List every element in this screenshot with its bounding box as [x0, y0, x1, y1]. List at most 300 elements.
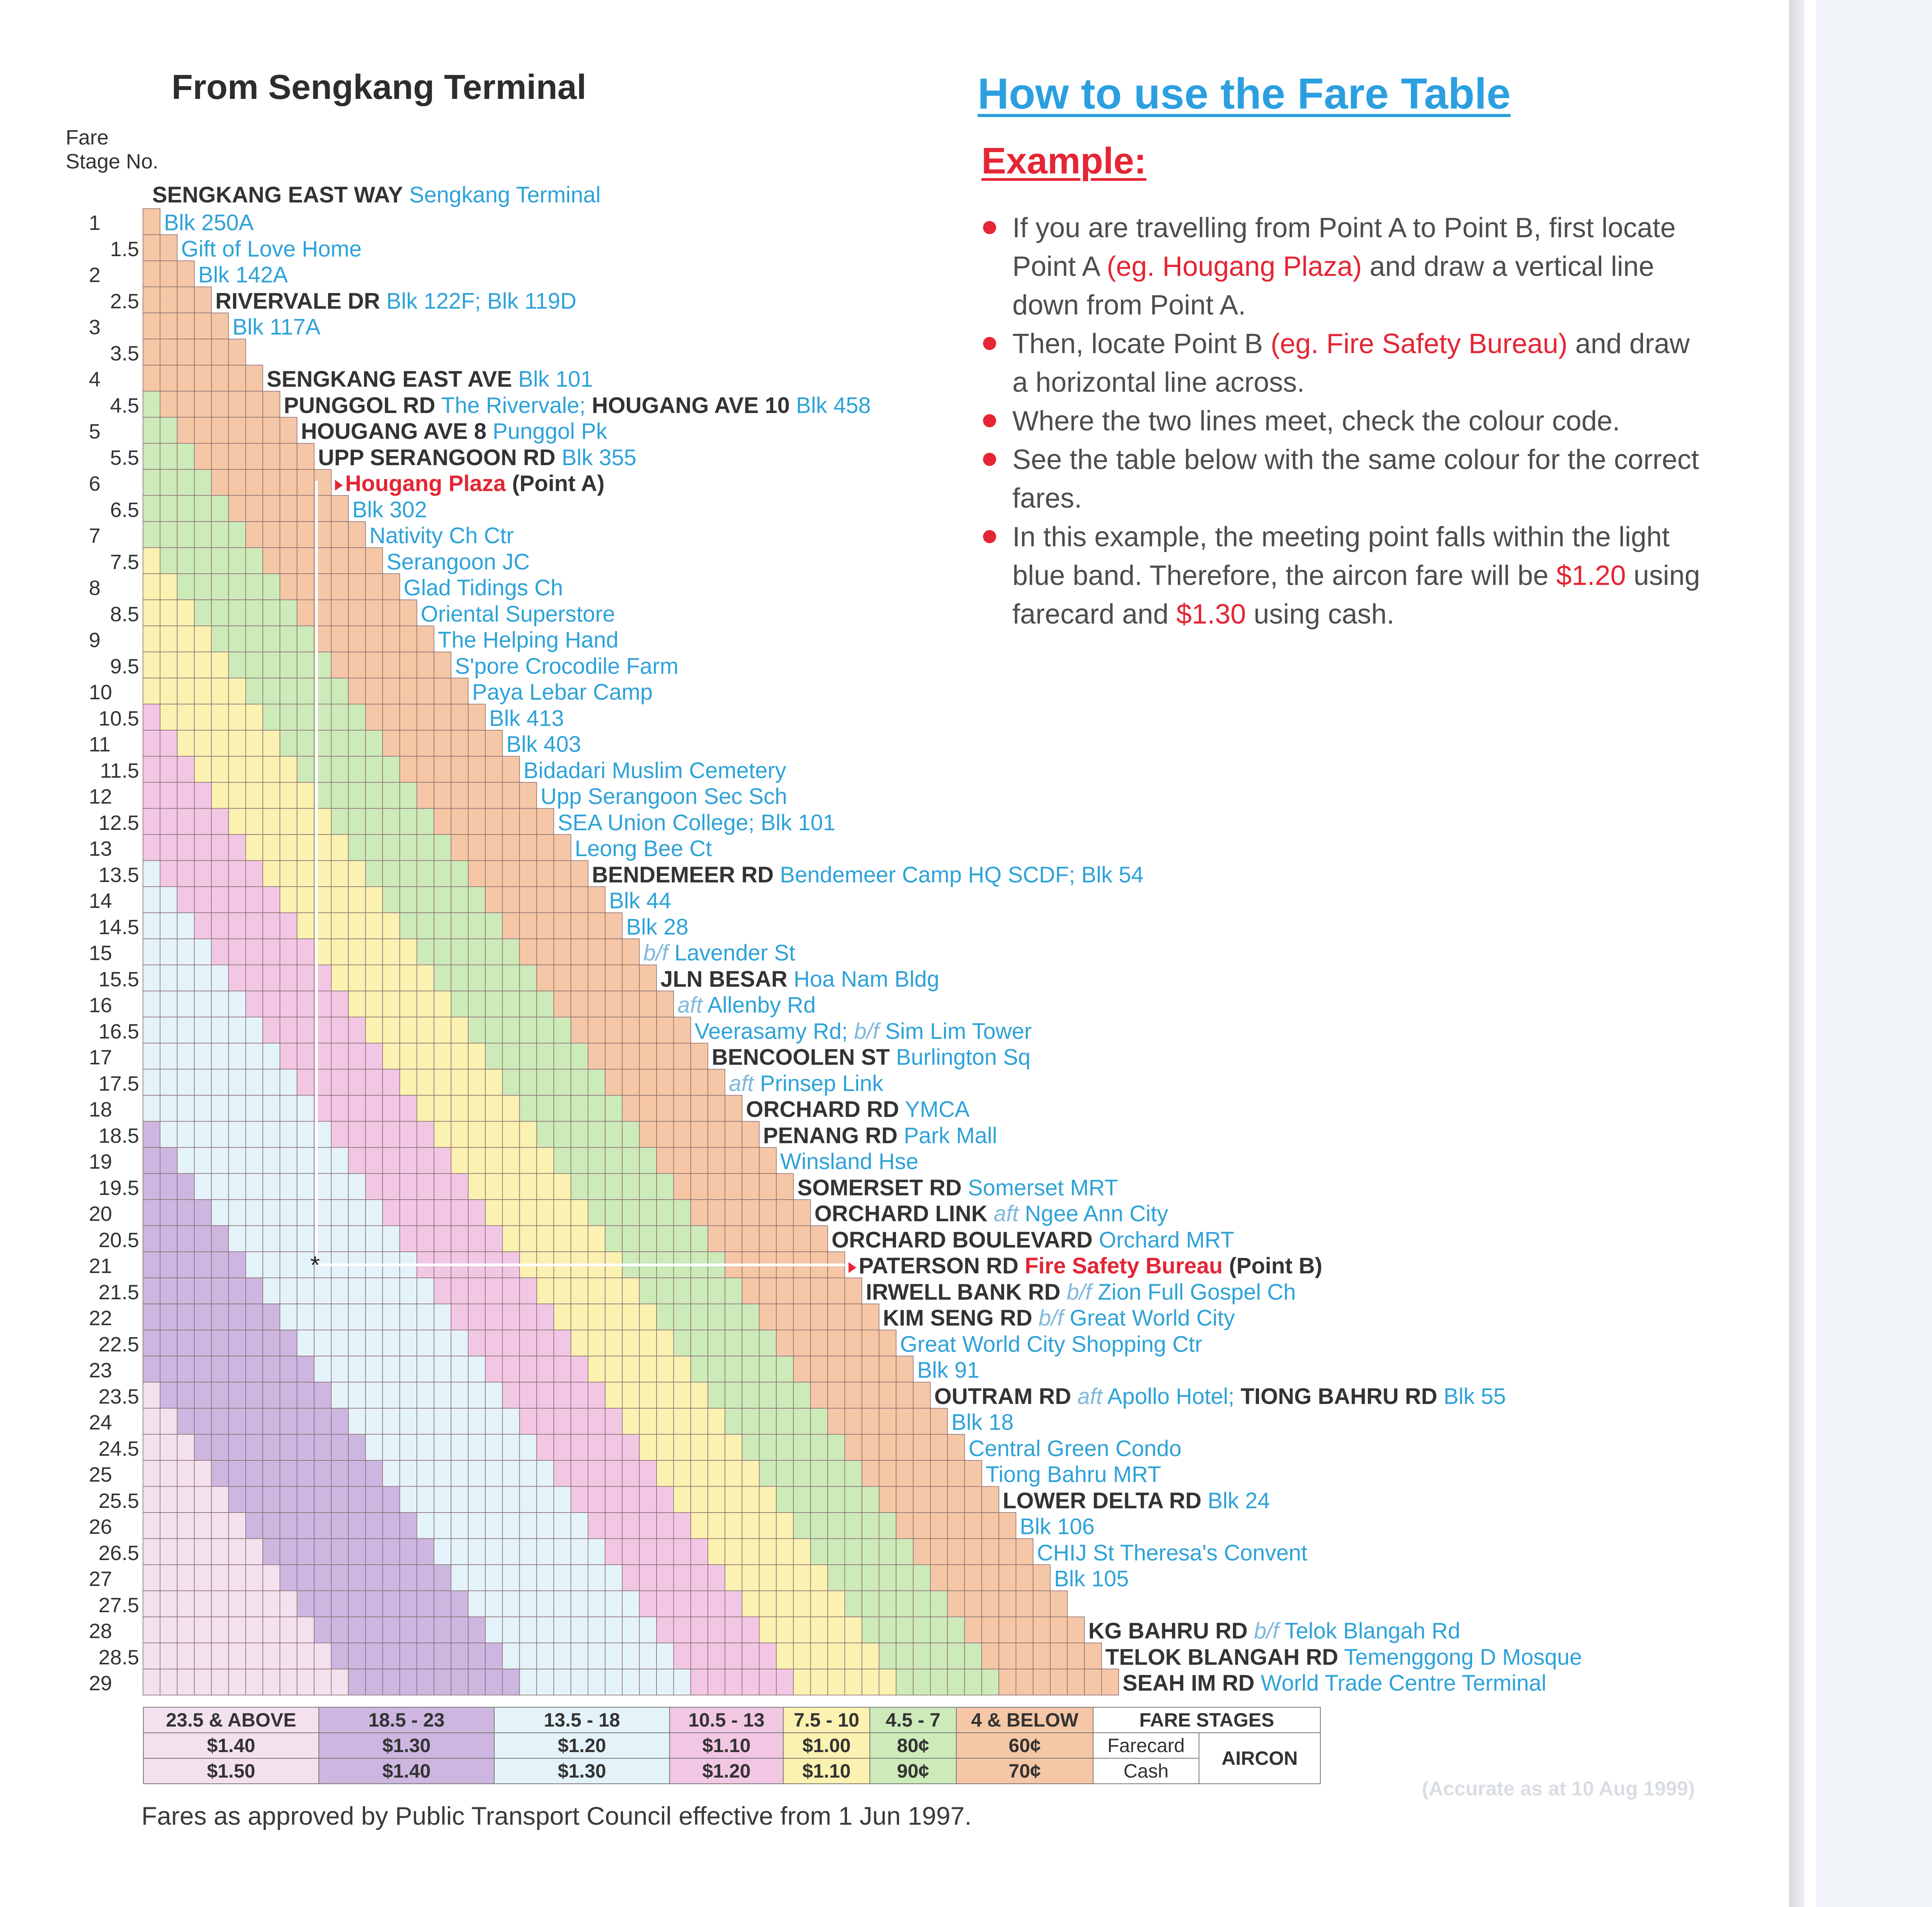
stop-name: Punggol Pk	[492, 419, 607, 444]
stop-road: PATERSON RD	[859, 1253, 1019, 1278]
stop-row	[541, 785, 787, 808]
fare-stage-number: 18.5	[98, 1124, 139, 1147]
stop-name: Tiong Bahru MRT	[985, 1462, 1162, 1487]
route-road-name	[1812, 373, 1932, 394]
fare-stage-number: 4.5	[110, 394, 139, 417]
fare-stage-number: 25	[89, 1463, 112, 1486]
route-landmark	[1812, 750, 1932, 769]
stop-row	[404, 577, 563, 599]
cash-fare: $1.40	[319, 1758, 494, 1784]
fare-stage-number: 11.5	[100, 759, 139, 782]
stop-name: S'pore Crocodile Farm	[455, 653, 679, 679]
farecard-fare: $1.00	[783, 1733, 870, 1758]
stop-row	[524, 760, 786, 782]
fare-stage-header: 10.5 - 13	[670, 1707, 783, 1733]
stop-row	[729, 1072, 883, 1095]
stop-name: Somerset MRT	[968, 1175, 1118, 1200]
stop-prefix: b/f	[854, 1018, 879, 1044]
fare-stage-number: 6	[89, 472, 101, 495]
fare-stage-number: 2	[89, 263, 101, 287]
stop-name: Great World City	[1070, 1305, 1235, 1331]
route-stop	[1812, 981, 1932, 1042]
stop-name: Central Green Condo	[968, 1436, 1182, 1461]
point-arrow-icon	[849, 1262, 856, 1273]
stop-row	[883, 1307, 1235, 1329]
stop-road: JLN BESAR	[660, 966, 787, 992]
stop-row	[849, 1255, 1322, 1277]
fare-stage-number: 17.5	[98, 1072, 139, 1095]
route-landmark	[1812, 1260, 1932, 1279]
point-arrow-icon	[335, 480, 343, 491]
stop-name: Paya Lebar Camp	[472, 680, 653, 705]
stop-name: Serangoon JC	[386, 549, 530, 574]
stop-name: Hoa Nam Bldg	[793, 966, 940, 992]
route-stop	[1812, 784, 1932, 845]
stop-road: KG BAHRU RD	[1088, 1618, 1248, 1644]
fare-stage-number: 6.5	[110, 498, 139, 522]
fare-stage-number: 9.5	[110, 654, 139, 678]
stop-row	[866, 1281, 1296, 1304]
fare-stage-number: 8.5	[110, 602, 139, 626]
fare-stage-number: 3	[89, 316, 101, 339]
route-stop	[1812, 433, 1932, 474]
route-road-name	[1812, 1118, 1932, 1140]
stop-row	[1105, 1646, 1582, 1669]
stop-name: Blk 122F; Blk 119D	[386, 288, 577, 314]
stop-row	[267, 368, 593, 391]
stop-name: Blk 55	[1443, 1384, 1506, 1409]
stop-name: SEA Union College; Blk 101	[558, 810, 836, 835]
instruction-text: using farecard and	[1012, 560, 1700, 630]
fare-stage-number: 28.5	[98, 1645, 139, 1669]
stop-prefix: aft	[729, 1071, 754, 1096]
stop-name: Blk 403	[506, 732, 581, 757]
fare-stage-number: 14.5	[98, 915, 139, 939]
stop-row	[1054, 1568, 1129, 1590]
stop-road: ORCHARD BOULEVARD	[832, 1227, 1093, 1253]
cash-fare: $1.30	[494, 1758, 670, 1784]
stop-road: SEAH IM RD	[1122, 1671, 1255, 1696]
fare-stage-number: 14	[89, 889, 112, 913]
bullet-icon	[983, 530, 996, 543]
fare-stage-number: 12.5	[98, 811, 139, 835]
route-road-name	[1812, 1178, 1932, 1200]
stop-row	[284, 394, 871, 417]
stop-row	[489, 707, 564, 730]
stop-name: The Helping Hand	[438, 627, 619, 653]
stop-name: Blk 355	[561, 445, 637, 470]
route-landmark	[1812, 593, 1932, 612]
stop-name: World Trade Centre Terminal	[1260, 1671, 1547, 1696]
stop-terminal	[152, 184, 600, 206]
stop-row	[1020, 1516, 1094, 1538]
fare-stages-label: FARE STAGES	[1093, 1707, 1320, 1733]
route-landmark	[1812, 883, 1932, 903]
stop-row	[198, 264, 288, 286]
stop-name: Nativity Ch Ctr	[369, 523, 514, 548]
farecard-fare: $1.40	[143, 1733, 319, 1758]
fare-stage-number: 27	[89, 1567, 112, 1591]
cash-fare: $1.10	[783, 1758, 870, 1784]
stop-row	[763, 1125, 997, 1147]
fare-stage-number: 15	[89, 942, 112, 965]
fare-table	[143, 1707, 1321, 1784]
stop-row	[951, 1411, 1014, 1434]
stop-name: Blk 24	[1208, 1488, 1270, 1513]
fare-stage-number: 25.5	[98, 1489, 139, 1513]
stop-prefix: aft	[1077, 1384, 1102, 1409]
stop-row	[677, 994, 816, 1016]
approval-note: Fares as approved by Public Transport Council effective from 1 Jun 1997.	[141, 1802, 972, 1830]
instruction-highlight: (eg. Fire Safety Bureau)	[1270, 328, 1568, 359]
stop-prefix: b/f	[1066, 1279, 1092, 1305]
fare-stage-number: 18	[89, 1098, 112, 1121]
route-landmark	[1812, 1080, 1932, 1100]
stop-road: PENANG RD	[763, 1123, 898, 1148]
stop-name: Telok Blangah Rd	[1284, 1618, 1461, 1644]
stop-name: Blk 91	[917, 1358, 980, 1383]
route-stop	[1812, 1668, 1932, 1709]
stop-row	[421, 603, 615, 625]
fare-stage-number: 28	[89, 1620, 112, 1643]
stop-row	[695, 1020, 1032, 1043]
stop-prefix: aft	[677, 993, 702, 1018]
fare-stage-number: 1	[89, 211, 101, 235]
schematic-title-line1	[1851, 68, 1932, 170]
fare-stage-header: 23.5 & ABOVE	[143, 1707, 319, 1733]
instruction-text: If you are travelling from Point A to Point B, first locate Point A	[1012, 212, 1676, 282]
route-road-name	[1812, 1357, 1932, 1379]
route-landmark	[1812, 1457, 1932, 1476]
farecard-fare: $1.10	[670, 1733, 783, 1758]
route-stop	[1812, 1494, 1932, 1555]
stop-row	[352, 499, 427, 521]
route-landmark	[1812, 1690, 1932, 1709]
fare-stage-number: 17	[89, 1046, 112, 1069]
fare-stage-number: 29	[89, 1672, 112, 1695]
stop-row	[968, 1438, 1181, 1460]
stop-row	[1003, 1490, 1270, 1512]
farecard-fare: 60¢	[956, 1733, 1093, 1758]
instruction-item	[978, 518, 1704, 634]
stop-row	[215, 290, 577, 313]
route-stop	[1812, 1238, 1932, 1279]
stop-name: Oriental Superstore	[420, 601, 615, 627]
stop-name: Allenby Rd	[707, 993, 816, 1018]
route-road-name	[1812, 784, 1932, 806]
stop-road: KIM SENG RD	[883, 1305, 1032, 1331]
route-road-name	[1812, 1435, 1932, 1457]
stop-road: BENDEMEER RD	[592, 862, 774, 887]
accuracy-note: (Accurate as at 10 Aug 1999)	[1422, 1778, 1695, 1800]
stop-name: Prinsep Link	[760, 1071, 883, 1096]
fare-stage-number: 2.5	[110, 289, 139, 313]
stop-row	[1122, 1672, 1546, 1695]
instruction-item	[978, 209, 1704, 325]
instruction-highlight: $1.20	[1556, 560, 1626, 591]
fare-stage-number: 9	[89, 629, 101, 652]
fare-stage-number: 10	[89, 681, 112, 704]
route-landmark	[1812, 1535, 1932, 1555]
stop-row	[164, 212, 253, 234]
instruction-item	[978, 325, 1704, 402]
stop-name: Blk 106	[1020, 1514, 1095, 1539]
route-landmark	[1812, 1140, 1932, 1159]
schematic-title-line2	[1851, 170, 1932, 221]
fare-stage-number: 21.5	[98, 1280, 139, 1304]
route-landmark	[1812, 454, 1932, 474]
stop-row	[609, 890, 671, 912]
instruction-text: and draw a horizontal line across.	[1012, 328, 1690, 398]
route-landmark	[1812, 1320, 1932, 1339]
fare-stage-header-row	[143, 1707, 1320, 1733]
fare-stage-number: 21	[89, 1254, 112, 1278]
bullet-icon	[983, 414, 996, 427]
fare-stage-number: 16	[89, 994, 112, 1017]
stop-road: OUTRAM RD	[934, 1384, 1071, 1409]
stop-prefix: b/f	[1254, 1618, 1279, 1644]
route-landmark	[1812, 1200, 1932, 1219]
fare-stage-number: 5	[89, 420, 101, 443]
stop-road: SOMERSET RD	[797, 1175, 962, 1200]
stop-row	[181, 238, 362, 260]
route-road-name	[1812, 1238, 1932, 1260]
instruction-highlight: (eg. Hougang Plaza)	[1107, 251, 1362, 282]
aircon-label: AIRCON	[1199, 1733, 1320, 1784]
stop-name: Blk 105	[1054, 1566, 1129, 1591]
route-landmark	[1812, 670, 1932, 689]
stop-name: Blk 18	[951, 1410, 1014, 1435]
stop-row	[815, 1203, 1168, 1225]
route-landmark	[1812, 945, 1932, 964]
instruction-text: See the table below with the same colour for the correct fares.	[1012, 444, 1699, 514]
farecard-fare: $1.20	[494, 1733, 670, 1758]
stop-row	[455, 655, 678, 678]
stop-road: SENGKANG EAST AVE	[267, 367, 512, 392]
farecard-fare: 80¢	[870, 1733, 956, 1758]
fare-stage-number: 15.5	[98, 967, 139, 991]
route-stop	[1812, 1435, 1932, 1476]
from-terminal-title: From Sengkang Terminal	[172, 68, 587, 107]
fare-stage-header: 4.5 - 7	[870, 1707, 956, 1733]
instruction-highlight: $1.30	[1176, 599, 1246, 630]
stop-row	[832, 1229, 1234, 1251]
fare-stage-number: 7	[89, 524, 101, 547]
stop-road: ORCHARD LINK	[814, 1201, 988, 1226]
route-road-name	[1812, 1494, 1932, 1516]
cash-fare: 90¢	[870, 1758, 956, 1784]
stop-prefix: aft	[993, 1201, 1019, 1226]
route-stop	[1812, 923, 1932, 964]
point-label: (Point B)	[1229, 1253, 1323, 1278]
stop-road: PUNGGOL RD	[284, 393, 435, 418]
fare-stage-number: 10.5	[98, 707, 139, 730]
fare-stage-number: 5.5	[110, 446, 139, 469]
stop-name: Blk 117A	[232, 314, 321, 340]
stop-row	[660, 968, 939, 991]
fare-stage-header: 4 & BELOW	[956, 1707, 1093, 1733]
route-landmark	[1812, 1022, 1932, 1042]
stop-name: Zion Full Gospel Ch	[1098, 1279, 1296, 1305]
route-stop	[1812, 862, 1932, 903]
cash-fare: $1.20	[670, 1758, 783, 1784]
fare-stage-number: 8	[89, 576, 101, 600]
fare-stage-number: 16.5	[98, 1020, 139, 1043]
stop-road: ORCHARD RD	[746, 1097, 899, 1122]
route-landmark	[1812, 394, 1932, 414]
instruction-text: and draw a vertical line down from Point A.	[1012, 251, 1655, 321]
farecard-fare-row	[143, 1733, 1320, 1758]
fare-stage-number: 27.5	[98, 1593, 139, 1617]
fare-stage-number: 22.5	[98, 1333, 139, 1356]
stop-row	[592, 864, 1144, 886]
farecard-label: Farecard	[1093, 1733, 1199, 1758]
instruction-text: In this example, the meeting point falls within the light blue band. Therefore, the aircon fare will be	[1012, 522, 1670, 591]
fare-stage-number: 3.5	[110, 342, 139, 365]
route-landmark	[1812, 573, 1932, 593]
route-road-name	[1812, 433, 1932, 454]
stop-row	[712, 1046, 1031, 1069]
route-stop	[1812, 728, 1932, 769]
stop-road: UPP SERANGOON RD	[318, 445, 556, 470]
stop-road: HOUGANG AVE 8	[301, 419, 486, 444]
route-landmark	[1812, 651, 1932, 670]
fare-stage-number: 11	[89, 733, 111, 756]
cash-fare: $1.50	[143, 1758, 319, 1784]
stop-row	[438, 629, 619, 651]
instruction-text: using cash.	[1246, 599, 1395, 630]
stop-row	[1037, 1542, 1308, 1564]
stop-name: Sengkang Terminal	[409, 182, 601, 207]
stop-name: Bidadari Muslim Cemetery	[523, 758, 786, 783]
instructions-list	[978, 209, 1704, 634]
stop-name: CHIJ St Theresa's Convent	[1037, 1540, 1308, 1565]
stop-name: Winsland Hse	[780, 1149, 918, 1174]
farecard-fare: $1.30	[319, 1733, 494, 1758]
stop-row	[780, 1151, 918, 1173]
route-landmark	[1812, 825, 1932, 845]
route-stop	[1812, 373, 1932, 414]
route-road-name	[1812, 862, 1932, 883]
stop-name: Temenggong D Mosque	[1344, 1644, 1582, 1670]
fare-stage-number: 20.5	[98, 1228, 139, 1252]
stop-row	[472, 681, 653, 704]
stop-row	[746, 1098, 970, 1121]
route-landmark	[1812, 806, 1932, 825]
stop-name: Hougang Plaza	[345, 471, 506, 496]
fare-stage-number: 24	[89, 1411, 112, 1434]
route-road-name	[1812, 728, 1932, 750]
route-road-name	[1812, 1592, 1932, 1613]
stop-name: Glad Tidings Ch	[403, 575, 563, 600]
fare-stage-number: 22	[89, 1307, 112, 1330]
instruction-item	[978, 440, 1704, 518]
stop-name: Burlington Sq	[896, 1045, 1031, 1070]
fare-stage-number: 1.5	[110, 237, 139, 261]
stop-name: Blk 101	[518, 367, 593, 392]
route-stop	[1812, 1178, 1932, 1219]
fare-stage-number: 13.5	[98, 863, 139, 887]
route-landmark	[1812, 1613, 1932, 1633]
route-road-name	[1812, 1668, 1932, 1690]
stop-row	[986, 1463, 1162, 1486]
route-landmark	[1812, 514, 1932, 534]
fare-grid-cells	[143, 209, 1119, 1695]
fare-stage-number: 7.5	[110, 550, 139, 574]
instruction-text: Where the two lines meet, check the colour code.	[1012, 406, 1620, 437]
stop-row	[575, 838, 712, 860]
stop-name: Blk 142A	[198, 262, 288, 287]
route-road-name	[1812, 552, 1932, 573]
route-road-name	[1812, 1298, 1932, 1320]
cash-fare: 70¢	[956, 1758, 1093, 1784]
page-fold	[1789, 0, 1804, 1907]
stop-name: Blk 413	[489, 705, 564, 731]
stop-name: Blk 44	[609, 888, 672, 913]
stop-name: Veerasamy Rd;	[694, 1018, 848, 1044]
stop-row	[335, 473, 604, 495]
stop-row	[1088, 1620, 1461, 1642]
stop-road: IRWELL BANK RD	[866, 1279, 1061, 1305]
stop-row	[917, 1359, 980, 1382]
route-stop	[1812, 1118, 1932, 1159]
route-stop	[1812, 1059, 1932, 1100]
fare-stage-header: 7.5 - 10	[783, 1707, 870, 1733]
fare-stage-header: 18.5 - 23	[319, 1707, 494, 1733]
stop-name: Gift of Love Home	[181, 236, 362, 262]
cash-label: Cash	[1093, 1758, 1199, 1784]
stop-road: BENCOOLEN ST	[711, 1045, 890, 1070]
stop-row	[506, 733, 581, 756]
stop-row	[301, 420, 607, 443]
stop-name: The Rivervale;	[441, 393, 586, 418]
stop-name: Great World City Shopping Ctr	[900, 1331, 1202, 1357]
stop-name: Fire Safety Bureau	[1024, 1253, 1223, 1278]
stop-name: Leong Bee Ct	[575, 836, 712, 861]
stop-name: Bendemeer Camp HQ SCDF; Blk 54	[780, 862, 1144, 887]
route-stop	[1812, 1592, 1932, 1633]
route-landmark	[1812, 1003, 1932, 1022]
fare-stage-number: 19	[89, 1150, 112, 1173]
stop-name: Sim Lim Tower	[885, 1018, 1032, 1044]
stop-name: YMCA	[905, 1097, 970, 1122]
stop-prefix: b/f	[1038, 1305, 1064, 1331]
fare-stage-number: 23.5	[98, 1385, 139, 1408]
stop-name: Blk 250A	[164, 210, 254, 235]
bullet-icon	[983, 221, 996, 234]
route-stop	[1812, 1298, 1932, 1339]
route-stop	[1812, 552, 1932, 689]
route-landmark	[1812, 1516, 1932, 1535]
route-landmark	[1812, 1379, 1932, 1398]
stop-name: Blk 28	[626, 914, 689, 940]
fare-stage-number: 13	[89, 837, 112, 860]
point-label: (Point A)	[512, 471, 605, 496]
bullet-icon	[983, 337, 996, 350]
fare-stage-number: 24.5	[98, 1437, 139, 1460]
bullet-icon	[983, 453, 996, 466]
fare-stage-header: 13.5 - 18	[494, 1707, 670, 1733]
stop-row	[626, 916, 688, 938]
stop-row	[900, 1333, 1202, 1356]
stop-row	[386, 551, 530, 573]
fare-stage-number: 19.5	[98, 1176, 139, 1200]
fare-stage-number: 23	[89, 1359, 112, 1382]
route-landmark	[1812, 612, 1932, 631]
stop-road: TELOK BLANGAH RD	[1105, 1644, 1338, 1670]
fare-stage-number: 12	[89, 785, 112, 808]
stop-row	[318, 447, 636, 469]
